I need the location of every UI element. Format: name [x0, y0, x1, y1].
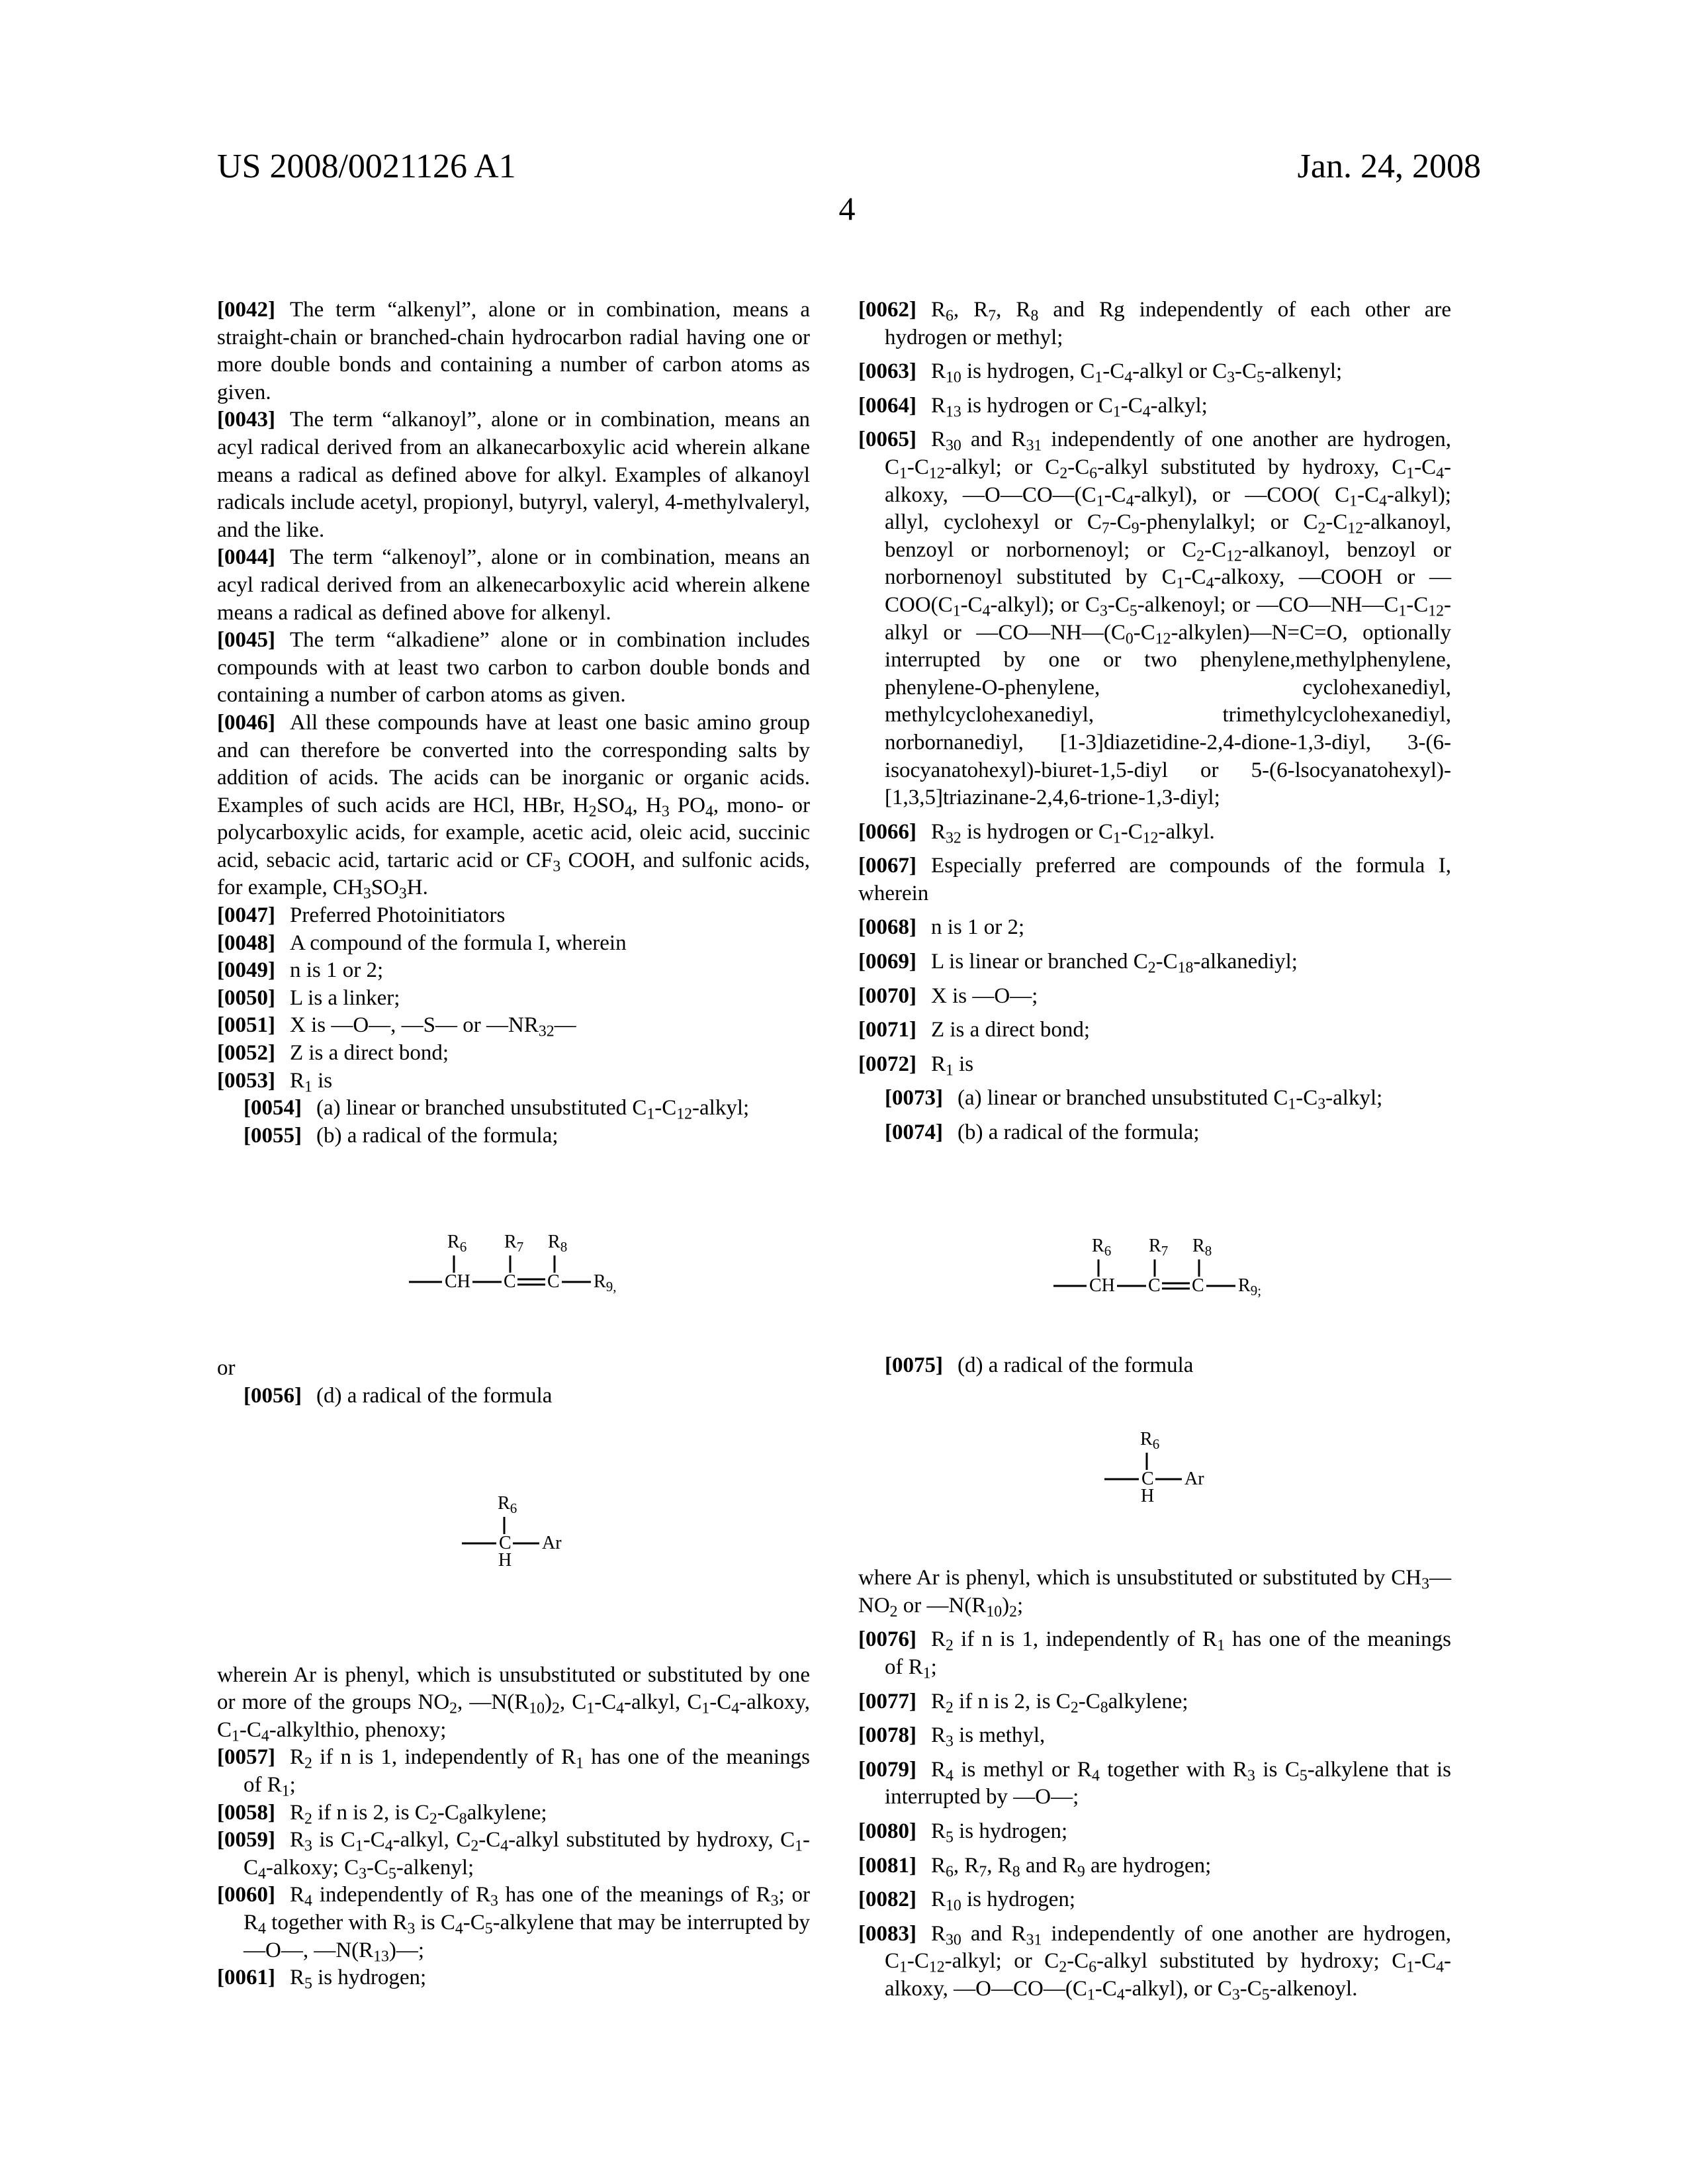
atom-c2: C — [1192, 1275, 1204, 1296]
label-r6: $R_6$ — [498, 1492, 517, 1516]
chemical-formula — [858, 1154, 1451, 1352]
paragraph-number: [0046] — [217, 710, 275, 735]
paragraph-0067 — [858, 852, 1451, 907]
paragraph-number: [0050] — [217, 985, 275, 1010]
alkenyl-structure-formula — [858, 1154, 1451, 1352]
paragraph-0082 — [858, 1886, 1451, 1914]
publication-number: US 2008/0021126 A1 — [217, 148, 516, 185]
atom-h: H — [498, 1549, 512, 1570]
right-column — [858, 296, 1451, 2010]
label-r6: $R_6$ — [447, 1232, 467, 1255]
label-r6: $R_6$ — [1092, 1235, 1112, 1259]
chemical-formula — [217, 1410, 810, 1662]
paragraph-number: [0068] — [858, 915, 916, 940]
paragraph-body: (d) a radical of the formula — [316, 1384, 553, 1408]
paragraph-body: $R_1$ is — [930, 1052, 974, 1079]
chemical-formula — [858, 1386, 1451, 1565]
paragraph-number: [0044] — [217, 545, 275, 570]
alkenyl-structure-formula — [217, 1150, 810, 1348]
atom-c: C — [1141, 1469, 1154, 1490]
paragraph-number: [0064] — [858, 393, 916, 418]
publication-date: Jan. 24, 2008 — [1297, 148, 1481, 185]
paragraph-0071 — [858, 1017, 1451, 1044]
paragraph-0075 — [858, 1352, 1451, 1380]
paragraph-number: [0080] — [858, 1819, 916, 1843]
paragraph-0069 — [858, 948, 1451, 976]
paragraph-number: [0045] — [217, 628, 275, 653]
paragraph-number: [0049] — [217, 958, 275, 983]
paragraph-number: [0083] — [858, 1921, 916, 1946]
paragraph-0044 — [217, 544, 810, 627]
paragraph-body: $R_1$ is — [289, 1068, 333, 1096]
paragraph-number: [0042] — [217, 298, 275, 322]
paragraph-0080 — [858, 1818, 1451, 1846]
left-column — [217, 296, 810, 1992]
paragraph-number: [0048] — [217, 931, 275, 955]
paragraph-0056 — [217, 1383, 810, 1410]
paragraph-0043 — [217, 406, 810, 544]
paragraph-body: (a) linear or branched unsubstituted $C_1-C_3$-alkyl; — [957, 1086, 1383, 1114]
paragraph-body: $R_{10}$ is hydrogen, $C_1-C_4$-alkyl or $C_3-C_5$-alkenyl; — [930, 359, 1343, 387]
paragraph-body: (d) a radical of the formula — [957, 1353, 1194, 1377]
paragraph-body: $R_{30}$ and $R_{31}$ independently of one another are hydrogen, $C_1-C_{12}$-alkyl; or $C_2-C_6$-alkyl substituted by hydroxy; $C_1-C_4$-alkoxy, $—O—CO—(C_1-C_4-alkyl)$, or $C_3-C_5$-alkenoyl. — [885, 1921, 1451, 2004]
paragraph-number: [0077] — [858, 1689, 916, 1713]
atom-ch: CH — [445, 1271, 470, 1293]
paragraph-number: [0063] — [858, 359, 916, 384]
paragraph-body: $R_5$ is hydrogen; — [289, 1966, 427, 1993]
paragraph-body: $R_{10}$ is hydrogen; — [930, 1888, 1076, 1915]
paragraph-text — [858, 1565, 1451, 1619]
paragraph-body: A compound of the formula I, wherein — [289, 931, 627, 955]
paragraph-body: Especially preferred are compounds of the formula I, wherein — [858, 854, 1451, 905]
paragraph-number: [0053] — [217, 1068, 275, 1093]
paragraph-0045 — [217, 627, 810, 709]
paragraph-number: [0071] — [858, 1018, 916, 1042]
atom-c1: C — [1148, 1275, 1161, 1296]
aryl-structure-formula — [858, 1386, 1451, 1565]
atom-c: C — [499, 1532, 512, 1553]
paragraph-0050 — [217, 985, 810, 1013]
paragraph-0047 — [217, 902, 810, 930]
paragraph-0048 — [217, 930, 810, 958]
paragraph-number: [0052] — [217, 1041, 275, 1066]
paragraph-0058 — [217, 1799, 810, 1827]
paragraph-0049 — [217, 957, 810, 985]
paragraph-number: [0073] — [885, 1086, 943, 1111]
paragraph-body: $R_2$ if n is 1, independently of $R_1$ has one of the meanings of $R_1$; — [244, 1745, 810, 1800]
paragraph-body: X is —O—; — [930, 983, 1038, 1008]
paragraph-body: $R_{32}$ is hydrogen or $C_1-C_{12}$-alkyl. — [930, 819, 1215, 847]
atom-c1: C — [504, 1271, 516, 1293]
paragraph-number: [0079] — [858, 1757, 916, 1782]
paragraph-0076 — [858, 1626, 1451, 1681]
aryl-structure-formula — [217, 1410, 810, 1662]
paragraph-number: [0061] — [217, 1966, 275, 1990]
paragraph-body: $R_2$ if n is 1, independently of $R_1$ has one of the meanings of $R_1$; — [885, 1627, 1451, 1682]
paragraph-text — [217, 1662, 810, 1745]
label-r9: $R_{9;}$ — [1238, 1275, 1262, 1298]
paragraph-0063 — [858, 358, 1451, 386]
paragraph-number: [0062] — [858, 298, 916, 322]
paragraph-0073 — [858, 1085, 1451, 1113]
paragraph-0068 — [858, 914, 1451, 942]
paragraph-body: wherein Ar is phenyl, which is unsubstituted or substituted by one or more of the groups $NO_2$, $—N(R_{10})_2$, $C_1-C_4$-alkyl, $C_1-C_4$-alkoxy, $C_1-C_4$-alkylthio, phenoxy; — [217, 1662, 811, 1745]
paragraph-number: [0047] — [217, 903, 275, 928]
paragraph-body: (a) linear or branched unsubstituted $C_1-C_{12}$-alkyl; — [316, 1096, 750, 1123]
paragraph-text — [217, 1355, 810, 1383]
paragraph-number: [0067] — [858, 854, 916, 878]
paragraph-0081 — [858, 1852, 1451, 1880]
paragraph-body: All these compounds have at least one basic amino group and can therefore be converted into the corresponding salts by addition of acids. The acids can be inorganic or organic acids. Examples of such acids are HCl, HBr, $H_2SO_4$, $H_3$ $PO_4$, mono- or polycarboxylic acids, for example, acetic acid, oleic acid, succinic acid, sebacic acid, tartaric acid or $CF_3$ COOH, and sulfonic acids, for example, $CH_3SO_3H$. — [217, 710, 810, 903]
paragraph-number: [0043] — [217, 408, 275, 432]
paragraph-0061 — [217, 1964, 810, 1992]
paragraph-0079 — [858, 1756, 1451, 1811]
paragraph-0046 — [217, 709, 810, 902]
paragraph-number: [0054] — [244, 1096, 302, 1120]
paragraph-body: L is a linker; — [289, 985, 400, 1010]
paragraph-body: (b) a radical of the formula; — [957, 1120, 1200, 1145]
paragraph-body: (b) a radical of the formula; — [316, 1123, 558, 1148]
page-number: 4 — [838, 190, 856, 227]
atom-c2: C — [547, 1271, 560, 1293]
paragraph-body: X is —O—, —S— or $—NR_{32}—$ — [289, 1013, 576, 1041]
paragraph-body: $R_6$, $R_7$, $R_8$ and $R_9$ are hydrogen; — [930, 1853, 1212, 1881]
paragraph-0053 — [217, 1068, 810, 1095]
paragraph-body: where Ar is phenyl, which is unsubstituted or substituted by $CH_3—NO_2$ or $—N(R_{10})_2$; — [858, 1566, 1451, 1621]
paragraph-number: [0065] — [858, 428, 916, 452]
label-r7: $R_7$ — [504, 1232, 524, 1255]
paragraph-number: [0076] — [858, 1627, 916, 1652]
paragraph-body: The term “alkanoyl”, alone or in combination, means an acyl radical derived from an alkanecarboxylic acid wherein alkane means a radical as defined above for alkyl. Examples of alkanoyl radicals include acetyl, propionyl, butyryl, valeryl, 4-methylvaleryl, and the like. — [217, 408, 810, 542]
paragraph-0065 — [858, 426, 1451, 811]
paragraph-body: $R_5$ is hydrogen; — [930, 1819, 1068, 1846]
paragraph-body: $R_{13}$ is hydrogen or $C_1-C_4$-alkyl; — [930, 393, 1208, 421]
paragraph-body: n is 1 or 2; — [930, 915, 1025, 940]
paragraph-0083 — [858, 1921, 1451, 2003]
paragraph-body: $R_6$, $R_7$, $R_8$ and Rg independently of each other are hydrogen or methyl; — [885, 298, 1451, 349]
paragraph-number: [0072] — [858, 1052, 916, 1076]
paragraph-body: Z is a direct bond; — [289, 1041, 449, 1066]
paragraph-number: [0074] — [885, 1120, 943, 1145]
paragraph-number: [0082] — [858, 1888, 916, 1912]
paragraph-0054 — [217, 1095, 810, 1122]
paragraph-number: [0070] — [858, 983, 916, 1008]
paragraph-number: [0057] — [217, 1745, 275, 1770]
paragraph-0072 — [858, 1051, 1451, 1079]
paragraph-body: n is 1 or 2; — [289, 958, 384, 983]
paragraph-0059 — [217, 1827, 810, 1882]
paragraph-0077 — [858, 1688, 1451, 1716]
paragraph-number: [0081] — [858, 1853, 916, 1878]
paragraph-number: [0069] — [858, 950, 916, 974]
paragraph-0055 — [217, 1122, 810, 1150]
paragraph-0066 — [858, 819, 1451, 846]
paragraph-body: The term “alkenyl”, alone or in combination, means a straight-chain or branched-chain hydrocarbon radial having one or more double bonds and containing a number of carbon atoms as given. — [217, 298, 810, 404]
label-r8: $R_8$ — [548, 1232, 568, 1255]
label-ar: Ar — [1184, 1469, 1204, 1490]
paragraph-body: $R_{30}$ and $R_{31}$ independently of one another are hydrogen, $C_1-C_{12}$-alkyl; or $C_2-C_6$-alkyl substituted by hydroxy, $C_1-C_4$-alkoxy, $—O—CO—(C_1-C_4-alkyl)$, or —COO( $C_1-C_4-alkyl$); allyl, cyclohexyl or $C_7-C_9$-phenylalkyl; or $C_2-C_{12}$-alkanoyl, benzoyl or norbornenoyl; or $C_2-C_{12}$-alkanoyl, benzoyl or norbornenoyl substituted by $C_1-C_4$-alkoxy, —COOH or $—COO(C_1-C_4-alkyl)$; or $C_3-C_5$-alkenoyl; or $—CO—NH—C_1-C_{12}$-alkyl or $—CO—NH—(C_0-C_{12}-alkylen)—N=C=O$, optionally interrupted by one or two phenylene,methylphenylene, phenylene-O-phenylene, cyclohexanediyl, methylcyclohexanediyl, trimethylcyclohexanediyl, norbornanediyl, [1-3]diazetidine-2,4-dione-1,3-diyl, 3-(6-isocyanatohexyl)-biuret-1,5-diyl or 5-(6-lsocyanatohexyl)-[1,3,5]triazinane-2,4,6-trione-1,3-diyl; — [885, 428, 1452, 810]
paragraph-0051 — [217, 1012, 810, 1040]
paragraph-0074 — [858, 1119, 1451, 1147]
label-r9: $R_{9,}$ — [594, 1271, 617, 1295]
paragraph-0042 — [217, 296, 810, 406]
paragraph-0064 — [858, 392, 1451, 420]
paragraph-body: $R_2$ if n is 2, is $C_2-C_8alkylene$; — [289, 1800, 547, 1828]
paragraph-number: [0078] — [858, 1723, 916, 1748]
paragraph-number: [0055] — [244, 1123, 302, 1148]
label-ar: Ar — [542, 1532, 562, 1553]
paragraph-number: [0058] — [217, 1800, 275, 1825]
atom-ch: CH — [1089, 1275, 1115, 1296]
paragraph-body: $R_3$ is methyl, — [930, 1723, 1046, 1751]
paragraph-number: [0059] — [217, 1828, 275, 1852]
atom-h: H — [1141, 1486, 1155, 1507]
paragraph-body: The term “alkadiene” alone or in combination includes compounds with at least two carbon to carbon double bonds and containing a number of carbon atoms as given. — [217, 628, 810, 707]
paragraph-body: The term “alkenoyl”, alone or in combination, means an acyl radical derived from an alkenecarboxylic acid wherein alkene means a radical as defined above for alkenyl. — [217, 545, 810, 625]
paragraph-body: or — [217, 1356, 236, 1381]
paragraph-body: $R_3$ is $C_1-C_4$-alkyl, $C_2-C_4$-alkyl substituted by hydroxy, $C_1-C_4$-alkoxy; $C_3-C_5$-alkenyl; — [244, 1828, 810, 1883]
paragraph-body: Preferred Photoinitiators — [289, 903, 506, 928]
paragraph-body: L is linear or branched $C_2-C_{18}$-alkanediyl; — [930, 950, 1298, 977]
paragraph-0062 — [858, 296, 1451, 351]
paragraph-number: [0051] — [217, 1013, 275, 1038]
paragraph-0057 — [217, 1744, 810, 1799]
paragraph-0070 — [858, 983, 1451, 1011]
paragraph-number: [0075] — [885, 1353, 943, 1377]
paragraph-0060 — [217, 1882, 810, 1964]
paragraph-body: Z is a direct bond; — [930, 1018, 1091, 1042]
paragraph-number: [0056] — [244, 1384, 302, 1408]
paragraph-0078 — [858, 1722, 1451, 1750]
label-r8: $R_8$ — [1192, 1235, 1212, 1259]
paragraph-body: $R_4$ is methyl or $R_4$ together with $R_3$ is $C_5$-alkylene that is interrupted by —O—; — [885, 1757, 1451, 1809]
paragraph-number: [0066] — [858, 819, 916, 844]
label-r7: $R_7$ — [1149, 1235, 1169, 1259]
chemical-formula — [217, 1150, 810, 1348]
paragraph-body: $R_4$ independently of $R_3$ has one of the meanings of $R_3$; or $R_4$ together with $R_3$ is $C_4-C_5$-alkylene that may be interrupted by —O—, $—N(R_{13})—$; — [244, 1883, 810, 1966]
paragraph-0052 — [217, 1040, 810, 1068]
paragraph-body: $R_2$ if n is 2, is $C_2-C_8alkylene$; — [930, 1689, 1188, 1717]
paragraph-number: [0060] — [217, 1883, 275, 1907]
label-r6: $R_6$ — [1140, 1429, 1160, 1453]
